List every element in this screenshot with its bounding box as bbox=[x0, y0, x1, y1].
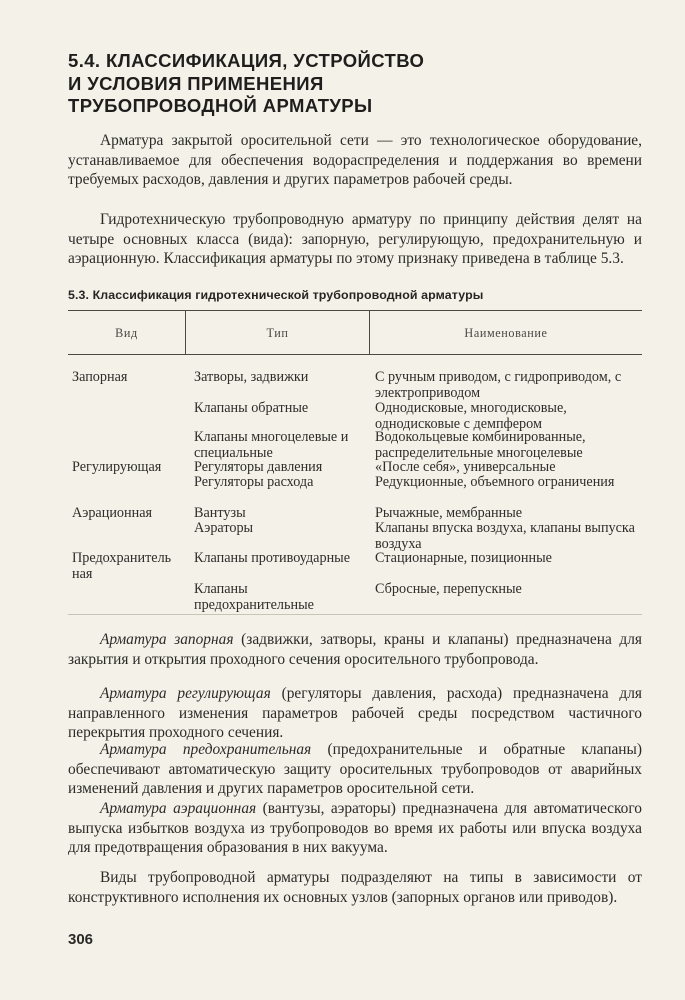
table-cell-kind: Аэрационная bbox=[72, 505, 153, 521]
table-cell-type: Регуляторы расхода bbox=[194, 474, 314, 490]
table-cell-name: Сбросные, перепускные bbox=[375, 581, 522, 597]
table-header-kind: Вид bbox=[115, 326, 138, 340]
intro-paragraph-2: Гидротехническую трубопроводную арматуру по принципу действия делят на четыре основных класса (вида): запорную, регулирующую, предохранительную и аэрационную. Классификация арматуры по этому признаку приведена в таблице 5.3. bbox=[68, 211, 642, 268]
table-cell-name: «После себя», универсальные bbox=[375, 459, 556, 475]
term-safety: Арматура предохранительная bbox=[100, 741, 312, 758]
term-regulating: Арматура регулирующая bbox=[100, 685, 271, 702]
table-cell-name: С ручным приводом, с гидроприводом, с электроприводом bbox=[375, 369, 622, 401]
term-aeration: Арматура аэрационная bbox=[100, 800, 257, 817]
table-cell-type: Затворы, задвижки bbox=[194, 369, 309, 385]
section-heading-line-1: 5.4. КЛАССИФИКАЦИЯ, УСТРОЙСТВО bbox=[68, 50, 425, 71]
table-cell-type: Клапаны многоцелевые и специальные bbox=[194, 429, 349, 461]
table-header-type: Тип bbox=[266, 326, 289, 340]
body-paragraph-5 bbox=[68, 868, 642, 907]
table-header-rule bbox=[68, 354, 642, 355]
body-text-5: Виды трубопроводной арматуры подразделяют на типы в зависимости от конструктивного исполнения их основных узлов (запорных органов или приводов). bbox=[68, 869, 642, 906]
body-paragraph-4 bbox=[68, 799, 642, 858]
term-shutoff: Арматура запорная bbox=[100, 631, 234, 648]
body-paragraph-1 bbox=[68, 630, 642, 669]
body-text-3: (предохранительные и обратные клапаны) обеспечивают автоматическую защиту оросительных трубопроводов от аварийных изменений давления и других параметров оросительной сети. bbox=[68, 741, 642, 798]
table-cell-type: Клапаны предохранительные bbox=[194, 581, 314, 613]
table-caption: 5.3. Классификация гидротехнической трубопроводной арматуры bbox=[68, 288, 484, 302]
table-cell-type: Аэраторы bbox=[194, 520, 254, 536]
table-cell-type: Клапаны противоударные bbox=[194, 550, 350, 566]
table-header-name: Наименование bbox=[464, 326, 548, 340]
table-cell-type: Клапаны обратные bbox=[194, 400, 309, 416]
table-cell-kind: Регулирующая bbox=[72, 459, 162, 475]
table-cell-name: Стационарные, позиционные bbox=[375, 550, 552, 566]
intro-paragraph-1: Арматура закрытой оросительной сети — это технологическое оборудование, устанавливаемое для обеспечения водораспределения и поддержания во времени требуемых расходов, давления и других параметров рабочей среды. bbox=[68, 132, 642, 189]
table-cell-kind: Запорная bbox=[72, 369, 128, 385]
table-cell-kind: Предохранительная bbox=[72, 550, 172, 582]
body-text-4: (вантузы, аэраторы) предназначена для автоматического выпуска избытков воздуха из трубопроводов во время их работы или впуска воздуха для предотвращения образования в них вакуума. bbox=[68, 800, 642, 857]
table-cell-name: Редукционные, объемного ограничения bbox=[375, 474, 615, 490]
body-paragraph-3 bbox=[68, 740, 642, 799]
table-cell-type: Регуляторы давления bbox=[194, 459, 323, 475]
section-heading bbox=[68, 50, 488, 118]
table-cell-name: Рычажные, мембранные bbox=[375, 505, 523, 521]
table-cell-type: Вантузы bbox=[194, 505, 246, 521]
table-top-rule bbox=[68, 310, 642, 311]
page-number: 306 bbox=[68, 931, 94, 948]
table-cell-name: Однодисковые, многодисковые, однодисковые с демпфером bbox=[375, 400, 567, 432]
body-text-1: (задвижки, затворы, краны и клапаны) предназначена для закрытия и открытия проходного сечения оросительного трубопровода. bbox=[68, 631, 642, 668]
table-cell-name: Водокольцевые комбинированные, распределительные многоцелевые bbox=[375, 429, 586, 461]
body-paragraph-2 bbox=[68, 684, 642, 743]
table-cell-name: Клапаны впуска воздуха, клапаны выпуска воздуха bbox=[375, 520, 635, 552]
section-heading-line-2: И УСЛОВИЯ ПРИМЕНЕНИЯ bbox=[68, 72, 324, 94]
section-heading-line-3: ТРУБОПРОВОДНОЙ АРМАТУРЫ bbox=[68, 95, 373, 116]
body-text-2: (регуляторы давления, расхода) предназначена для направленного изменения параметров рабочей среды посредством частичного перекрытия проходного сечения. bbox=[68, 685, 642, 742]
table-bottom-rule bbox=[68, 614, 642, 615]
